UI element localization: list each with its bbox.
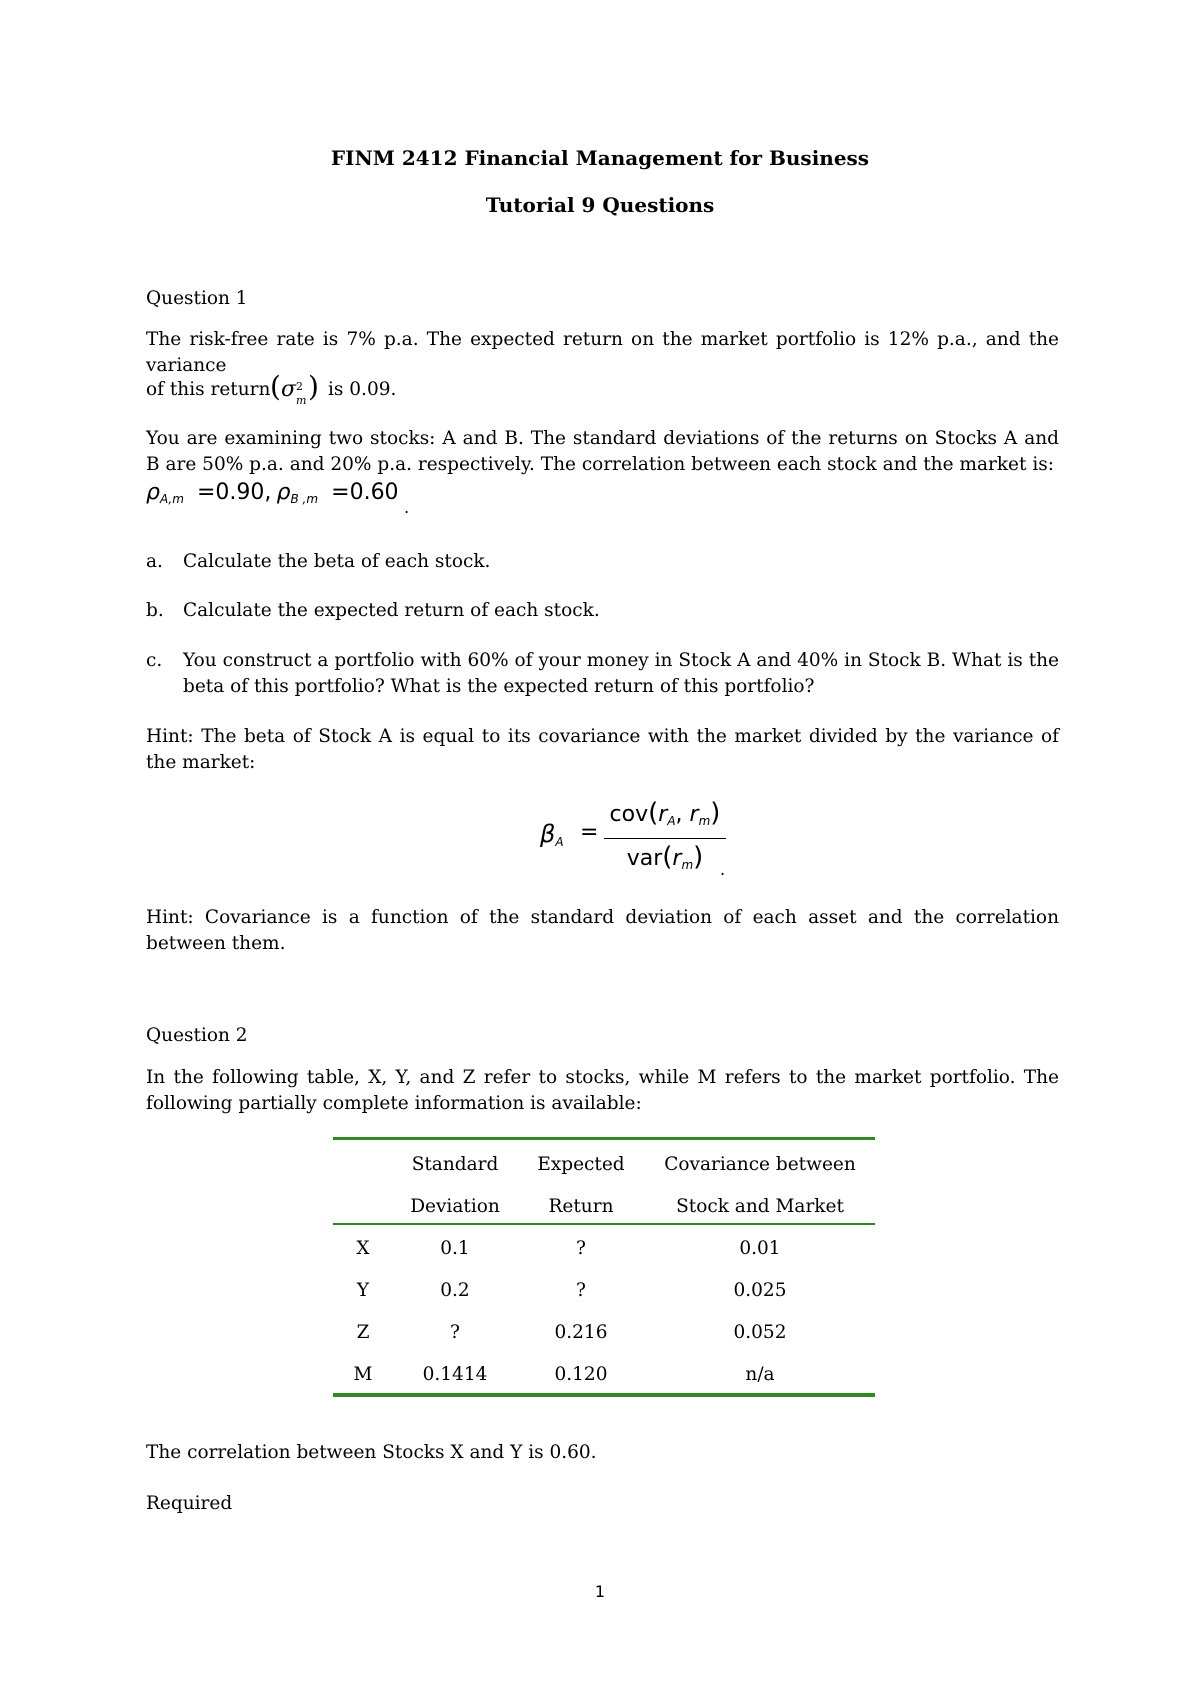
- q1-paragraph-2: You are examining two stocks: A and B. The standard deviations of the returns on Stocks A and B are 50% p.a. and 20% p.a. respectively. The correlation between each stock and the market is:: [146, 428, 1059, 475]
- table-header-cell: [333, 1137, 393, 1185]
- q1-paragraph-1-line-2-end: is 0.09.: [328, 379, 397, 400]
- table-header-cell: Stock and Market: [676, 1195, 844, 1217]
- table-row: M 0.1414 0.120 n/a: [353, 1363, 775, 1385]
- table-header-cell: [333, 1185, 393, 1227]
- table-header-cell: Covariance between: [664, 1153, 856, 1175]
- correlation-values: $\rho_{A,m} =0.90$, $\rho_{B ,m} =0.60$: [146, 480, 399, 506]
- question-2-heading: Question 2: [146, 1025, 248, 1046]
- table-row: Z ? 0.216 0.052: [356, 1321, 787, 1343]
- table-header-cell: Deviation: [410, 1195, 500, 1217]
- q1-paragraph-1-line-1: The risk-free rate is 7% p.a. The expected return on the market portfolio is 12% p.a., and the variance: [146, 329, 1059, 376]
- course-title: FINM 2412 Financial Management for Business: [330, 146, 870, 170]
- q1-paragraph-1-line-2-start: of this return: [146, 379, 271, 400]
- punctuation-dot: .: [404, 498, 410, 517]
- tutorial-title: Tutorial 9 Questions: [485, 193, 715, 217]
- table-header-rule: [333, 1223, 875, 1225]
- table-row: X 0.1 ? 0.01: [356, 1237, 781, 1259]
- q1-hint-2: Hint: Covariance is a function of the standard deviation of each asset and the correlation between them.: [146, 907, 1059, 954]
- punctuation-dot: .: [720, 860, 726, 879]
- table-row: Y 0.2 ? 0.025: [356, 1279, 787, 1301]
- q2-correlation-note: The correlation between Stocks X and Y is 0.60.: [146, 1442, 597, 1463]
- q1-item-a: a. Calculate the beta of each stock.: [146, 551, 491, 572]
- stock-data-table: [333, 1137, 875, 1395]
- table-bottom-rule: [333, 1393, 875, 1397]
- q1-item-b: b. Calculate the expected return of each stock.: [146, 600, 600, 621]
- question-1-heading: Question 1: [146, 288, 248, 309]
- beta-formula: βA = cov(rA, rm) var(rm): [540, 798, 740, 880]
- table-header-cell: Return: [548, 1195, 614, 1217]
- market-variance-symbol: (σ 2 m ): [270, 370, 319, 407]
- q1-item-c: c. You construct a portfolio with 60% of your money in Stock A and 40% in Stock B. What is the beta of this portfolio? What is the expected return of this portfolio?: [146, 650, 1059, 697]
- q2-required-label: Required: [146, 1493, 233, 1514]
- table-header-cell: Expected: [537, 1153, 625, 1175]
- page-number: 1: [594, 1582, 606, 1601]
- q2-intro: In the following table, X, Y, and Z refer to stocks, while M refers to the market portfolio. The following partially complete information is available:: [146, 1067, 1059, 1114]
- q1-hint-1: Hint: The beta of Stock A is equal to its covariance with the market divided by the variance of the market:: [146, 726, 1059, 773]
- table-header-cell: Standard: [411, 1153, 499, 1175]
